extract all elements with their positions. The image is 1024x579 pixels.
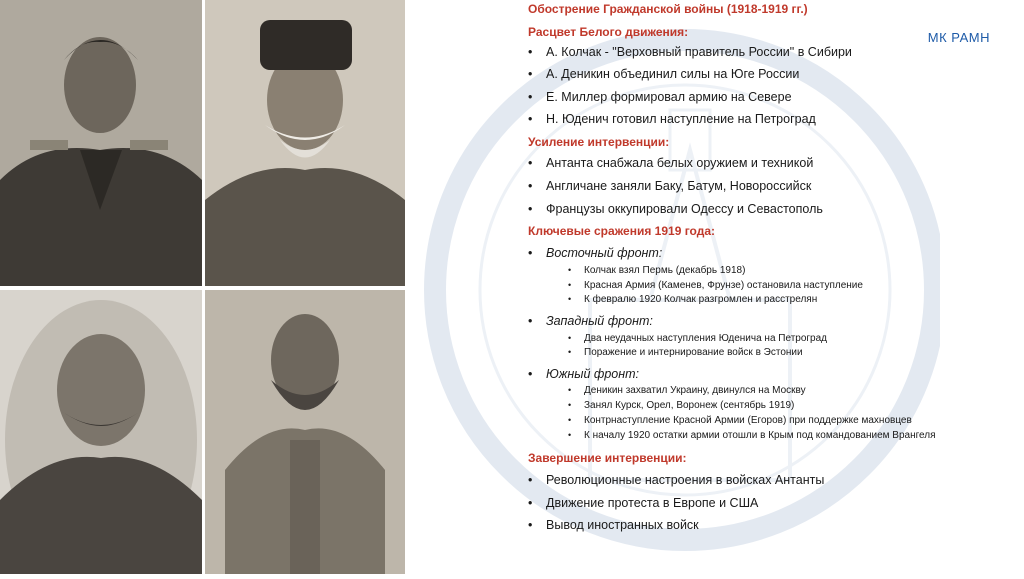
section-heading-end: Завершение интервенции: xyxy=(528,451,687,465)
section-heading-intervention: Усиление интервенции: xyxy=(528,135,670,149)
brand-label: МК РАМН xyxy=(927,30,990,45)
portrait-photo-icon xyxy=(0,0,202,286)
page-title: Обострение Гражданской войны (1918-1919 гг.) xyxy=(528,2,808,16)
portrait-photo-icon xyxy=(0,290,202,574)
section-heading-battles: Ключевые сражения 1919 года: xyxy=(528,224,716,238)
portrait-photo-icon xyxy=(205,0,405,286)
section-heading-white: Расцвет Белого движения: xyxy=(528,25,689,39)
portrait-miller xyxy=(205,290,405,574)
portrait-yudenich xyxy=(0,290,202,574)
portrait-photo-icon xyxy=(205,290,405,574)
portrait-kolchak xyxy=(0,0,202,286)
portrait-denikin xyxy=(205,0,405,286)
